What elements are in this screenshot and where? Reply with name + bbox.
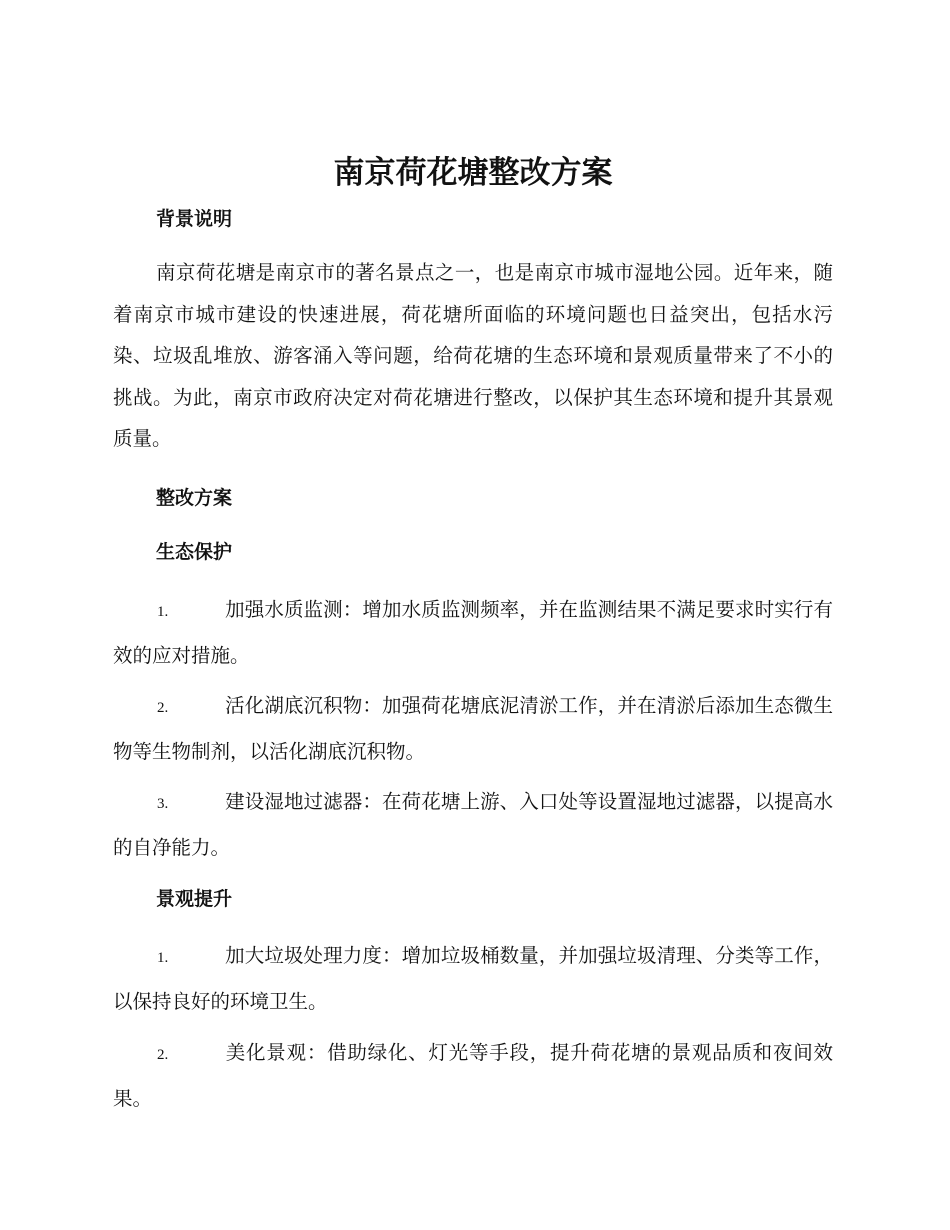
ecology-item-1	[113, 588, 833, 678]
ecology-item-2	[113, 684, 833, 774]
landscape-item-1	[113, 934, 833, 1024]
heading-ecology: 生态保护	[156, 541, 233, 563]
document-page	[113, 0, 833, 1230]
heading-background: 背景说明	[156, 208, 233, 230]
list-item-text: 活化湖底沉积物：加强荷花塘底泥清淤工作，并在清淤后添加生态微生物等生物制剂，以活化湖底沉积物。	[113, 694, 833, 763]
list-number: 3.	[157, 796, 169, 812]
list-number: 1.	[157, 604, 169, 620]
ecology-item-3	[113, 780, 833, 870]
list-item-text: 加强水质监测：增加水质监测频率，并在监测结果不满足要求时实行有效的应对措施。	[113, 598, 833, 667]
list-item-text: 美化景观：借助绿化、灯光等手段，提升荷花塘的景观品质和夜间效果。	[113, 1041, 833, 1110]
list-item-text: 建设湿地过滤器：在荷花塘上游、入口处等设置湿地过滤器，以提高水的自净能力。	[113, 790, 833, 859]
heading-landscape: 景观提升	[156, 888, 233, 910]
list-number: 2.	[157, 1047, 169, 1063]
landscape-item-2	[113, 1031, 833, 1121]
document-title: 南京荷花塘整改方案	[333, 155, 613, 191]
list-number: 2.	[157, 700, 169, 716]
list-item-text: 加大垃圾处理力度：增加垃圾桶数量，并加强垃圾清理、分类等工作，以保持良好的环境卫生。	[113, 944, 833, 1013]
list-number: 1.	[157, 950, 169, 966]
heading-plan: 整改方案	[156, 487, 233, 509]
background-paragraph: 南京荷花塘是南京市的著名景点之一，也是南京市城市湿地公园。近年来，随着南京市城市建设的快速进展，荷花塘所面临的环境问题也日益突出，包括水污染、垃圾乱堆放、游客涌入等问题，给荷花塘的生态环境和景观质量带来了不小的挑战。为此，南京市政府决定对荷花塘进行整改，以保护其生态环境和提升其景观质量。	[113, 261, 833, 450]
